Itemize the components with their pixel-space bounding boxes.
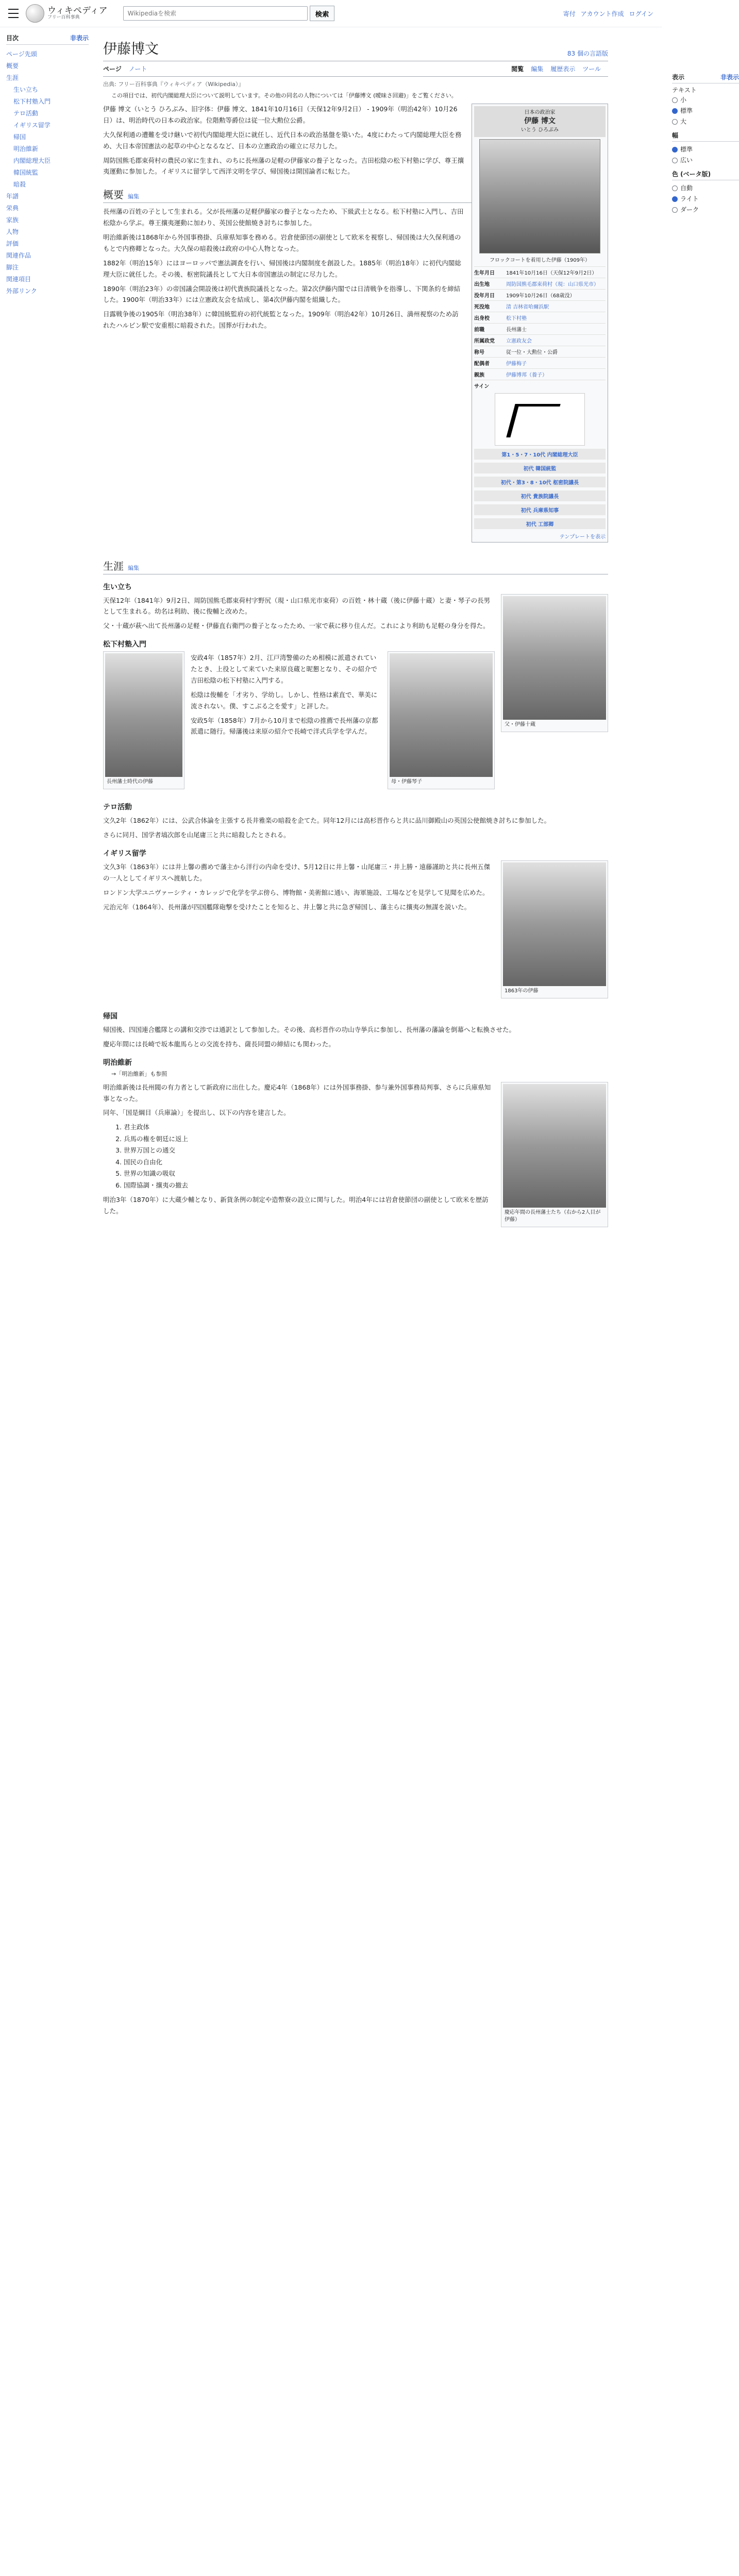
- text-size-option[interactable]: [672, 105, 739, 116]
- text-size-label: テキスト: [672, 87, 697, 94]
- paragraph: 同年、「国是綱目（兵庫論）」を提出し、以下の内容を建言した。: [103, 1109, 290, 1117]
- toc-item[interactable]: 韓国統監: [13, 169, 39, 176]
- paragraph: 父・十蔵が萩へ出て長州藩の足軽・伊藤直右衛門の養子となったため、一家で萩に移り住んだ。これにより利助も足軽の身分を得た。: [103, 622, 490, 630]
- edit-link[interactable]: 編集: [128, 193, 139, 200]
- infobox-row: [474, 289, 606, 300]
- option-label: ダーク: [680, 206, 699, 213]
- list-item: 5. 世界の知識の吸収: [124, 1168, 608, 1180]
- create-account-link[interactable]: アカウント作成: [580, 10, 624, 18]
- login-link[interactable]: ログイン: [629, 10, 653, 18]
- see-also-note: →「明治維新」も参照: [111, 1070, 167, 1077]
- option-label: 大: [680, 118, 687, 125]
- thumbnail[interactable]: [103, 651, 184, 789]
- thumbnail[interactable]: [501, 860, 608, 998]
- globe-icon: [26, 4, 44, 23]
- infobox-value: 長州藩士: [506, 327, 527, 333]
- thumb-caption: 慶応年間の長州藩士たち（右から2人目が伊藤）: [505, 1209, 601, 1223]
- toc-item[interactable]: 明治維新: [13, 145, 39, 152]
- toc-item[interactable]: 外部リンク: [6, 287, 37, 295]
- radio-icon: [672, 158, 678, 163]
- hatnote: この項目では、初代内閣総理大臣について説明しています。その他の同名の人物については「伊藤博文 (曖昧さ回避)」をご覧ください。: [111, 92, 457, 99]
- infobox-key: 没年月日: [474, 293, 495, 299]
- logo-title: ウィキペディア: [47, 5, 108, 16]
- text-size-option[interactable]: [672, 116, 739, 127]
- list-item: 1. 君主政体: [124, 1122, 608, 1133]
- portrait-caption: フロックコートを着用した伊藤（1909年）: [489, 257, 591, 263]
- toc-sidebar: [0, 27, 95, 1232]
- thumb-caption: 母・伊藤琴子: [391, 779, 422, 785]
- infobox-value[interactable]: 周防国熊毛郡束荷村（現：山口県光市）: [506, 281, 599, 287]
- infobox-key: 所属政党: [474, 338, 495, 344]
- radio-selected-icon: [672, 196, 678, 202]
- infobox-row: [474, 357, 606, 368]
- main-content: [95, 27, 739, 1232]
- page-tabs: [103, 64, 608, 77]
- toc-item[interactable]: 家族: [6, 216, 19, 224]
- panel-hide-button[interactable]: 非表示: [720, 74, 739, 81]
- paragraph: 1882年（明治15年）にはヨーロッパで憲法調査を行い、帰国後は内閣制度を創設した。1885年（明治18年）に初代内閣総理大臣に就任した。その後、枢密院議長として大日本帝国憲法の制定に尽力した。: [103, 259, 461, 278]
- tab-history[interactable]: 履歴表示: [550, 65, 576, 73]
- panel-title: 表示: [672, 74, 685, 81]
- toc-item[interactable]: 関連作品: [6, 252, 31, 259]
- toc-item[interactable]: 人物: [6, 228, 19, 235]
- width-option[interactable]: [672, 155, 739, 165]
- option-label: 標準: [680, 107, 693, 114]
- color-option[interactable]: [672, 182, 739, 193]
- infobox-key: 前職: [474, 327, 484, 333]
- radio-icon: [672, 207, 678, 213]
- infobox-row: [474, 323, 606, 334]
- paragraph: 安政4年（1857年）2月、江戸湾警備のため相模に派遣されていたとき、上役として来ていた来原良蔵と昵懇となり、その紹介で吉田松陰の松下村塾に入門する。: [191, 654, 378, 684]
- infobox-value[interactable]: 松下村塾: [506, 315, 527, 321]
- toc-item[interactable]: 年譜: [6, 193, 19, 200]
- subsection-heading: 生い立ち: [103, 583, 132, 591]
- toc-hide-button[interactable]: 非表示: [70, 35, 89, 42]
- infobox-row: [474, 368, 606, 380]
- radio-icon: [672, 97, 678, 103]
- section-title: 生涯: [103, 560, 124, 572]
- group-photo: [503, 1084, 606, 1208]
- template-link[interactable]: テンプレートを表示: [559, 534, 606, 540]
- donate-link[interactable]: 寄付: [563, 10, 576, 18]
- paragraph: さらに同月、国学者塙次郎を山尾庸三と共に暗殺したとされる。: [103, 831, 290, 839]
- thumbnail[interactable]: [501, 1082, 608, 1227]
- toc-item[interactable]: 暗殺: [13, 181, 26, 188]
- width-option[interactable]: [672, 144, 739, 155]
- search-input[interactable]: [123, 6, 308, 21]
- infobox-row: [474, 346, 606, 357]
- paragraph: 明治維新後は1868年から外国事務掛、兵庫県知事を務める。岩倉使節団の副使として欧米を視察し、帰国後は大久保利通のもとで内務卿となった。大久保の暗殺後は政府の中心人物となった。: [103, 233, 461, 252]
- paragraph: 文久2年（1862年）には、公武合体論を主張する長井雅楽の暗殺を企てた。同年12月には高杉晋作らと共に品川御殿山の英国公使館焼き討ちに参加した。: [103, 817, 551, 825]
- infobox-key: 出生地: [474, 281, 490, 287]
- intro-paragraph: 大久保利通の遭難を受け継いで初代内閣総理大臣に就任し、近代日本の政治基盤を築いた。4度にわたって内閣総理大臣を務め、大日本帝国憲法の起草の中心となるなど、日本の立憲政治の確立に尽力した。: [103, 130, 462, 150]
- paragraph: 慶応年間には長崎で坂本龍馬らとの交流を持ち、薩長同盟の締結にも関わった。: [103, 1040, 335, 1048]
- section-title: 概要: [103, 189, 124, 201]
- site-header: [0, 0, 662, 27]
- paragraph: 天保12年（1841年）9月2日、周防国熊毛郡束荷村字野尻（現・山口県光市束荷）の百姓・林十蔵（後に伊藤十蔵）と妻・琴子の長男として生まれる。幼名は利助、後に俊輔と改めた。: [103, 596, 491, 616]
- menu-icon[interactable]: [8, 9, 19, 18]
- radio-selected-icon: [672, 147, 678, 152]
- thumbnail[interactable]: [388, 651, 495, 789]
- subsection-heading: 松下村塾入門: [103, 640, 146, 649]
- text-size-option[interactable]: [672, 94, 739, 105]
- toc-item[interactable]: イギリス留学: [13, 122, 51, 129]
- signature-image: [495, 393, 585, 446]
- thumb-caption: 長州藩士時代の伊藤: [107, 779, 153, 785]
- option-label: 広い: [680, 157, 693, 164]
- infobox-row: [474, 312, 606, 323]
- list-item: 6. 国際協調・攘夷の撤去: [124, 1180, 608, 1192]
- search-button[interactable]: 検索: [310, 6, 335, 21]
- infobox-key: 称号: [474, 349, 484, 355]
- toc-item[interactable]: 帰国: [13, 133, 26, 141]
- language-button[interactable]: 83 個の言語版: [567, 50, 608, 57]
- infobox-value[interactable]: 伊藤博邦（養子）: [506, 372, 547, 378]
- infobox-key: 親族: [474, 372, 484, 378]
- office-heading[interactable]: 初代 兵庫県知事: [474, 504, 606, 515]
- infobox-value: 1841年10月16日（天保12年9月2日）: [506, 270, 597, 276]
- site-logo[interactable]: [26, 4, 108, 23]
- infobox-kana: いとう ひろぶみ: [520, 127, 559, 133]
- toc-item[interactable]: 栄典: [6, 205, 19, 212]
- intro-paragraph: 伊藤 博文（いとう ひろぶみ、旧字体：伊藤 博文、1841年10月16日（天保12年9月2日） - 1909年（明治42年）10月26日）は、明治時代の日本の政治家。位階勲等爵位は従一位大勲位公爵。: [103, 105, 458, 124]
- list-item: 2. 兵馬の権を朝廷に返上: [124, 1133, 608, 1145]
- paragraph: 安政5年（1858年）7月から10月まで松陰の推薦で長州藩の京都派遣に随行。帰藩後は来原の紹介で長崎で洋式兵学を学んだ。: [191, 716, 378, 736]
- toc-title: 目次: [6, 35, 19, 42]
- toc-item[interactable]: テロ活動: [13, 110, 39, 117]
- paragraph: 文久3年（1863年）には井上馨の薦めで藩主から洋行の内命を受け、5月12日に井上馨・山尾庸三・井上勝・遠藤謹助と共に長州五傑の一人としてイギリスへ渡航した。: [103, 862, 491, 882]
- paragraph: 長州藩の百姓の子として生まれる。父が長州藩の足軽伊藤家の養子となったため、下級武士となる。松下村塾に入門し、吉田松陰から学ぶ。尊王攘夷運動に加わり、英国公使館焼き討ちに参加した。: [103, 208, 464, 227]
- color-label: 色 (ベータ版): [672, 170, 739, 180]
- tab-read[interactable]: 閲覧: [511, 65, 524, 73]
- office-heading[interactable]: 第1・5・7・10代 内閣総理大臣: [474, 449, 606, 460]
- list-item: 3. 世界万国との通交: [124, 1145, 608, 1157]
- infobox-row: [474, 278, 606, 289]
- option-label: ライト: [680, 195, 699, 202]
- toc-item[interactable]: 関連項目: [6, 276, 31, 283]
- infobox-value[interactable]: 立憲政友会: [506, 338, 532, 344]
- thumbnail[interactable]: [501, 594, 608, 732]
- infobox-value: 従一位・大勲位・公爵: [506, 349, 558, 355]
- infobox-name: 伊藤 博文: [524, 117, 556, 125]
- infobox-key: 死没地: [474, 304, 490, 310]
- infobox: [472, 104, 608, 543]
- paragraph: 日露戦争後の1905年（明治38年）に韓国統監府の初代統監となった。1909年（明治42年）10月26日、満州視察のため訪れたハルビン駅で安重根に暗殺された。国葬が行われた。: [103, 310, 459, 330]
- office-heading[interactable]: 初代 韓国統監: [474, 463, 606, 473]
- subsection-heading: イギリス留学: [103, 849, 146, 858]
- color-option[interactable]: [672, 193, 739, 204]
- signature-label: サイン: [474, 383, 490, 389]
- toc-item[interactable]: 生い立ち: [13, 86, 39, 93]
- subsection-heading: 明治維新: [103, 1058, 132, 1067]
- paragraph: 帰国後、四国連合艦隊との講和交渉では通訳として参加した。その後、高杉晋作の功山寺挙兵に参加し、長州藩の藩論を倒幕へと転換させた。: [103, 1025, 516, 1033]
- intro-paragraph: 周防国熊毛郡束荷村の農民の家に生まれ、のちに長州藩の足軽の伊藤家の養子となった。吉田松陰の松下村塾に学び、尊王攘夷運動に参加した。イギリスに留学して西洋文明を学び、帰国後は開国論者に転じた。: [103, 156, 464, 176]
- section-heading: [103, 558, 608, 574]
- infobox-row: [474, 380, 606, 391]
- infobox-value[interactable]: 清 吉林省哈爾浜駅: [506, 304, 549, 310]
- infobox-title: [474, 106, 606, 137]
- toc-item[interactable]: 脚注: [6, 264, 19, 271]
- paragraph: 1890年（明治23年）の帝国議会開設後は初代貴族院議長となった。第2次伊藤内閣では日清戦争を指導し、下関条約を締結した。1900年（明治33年）には立憲政友会を結成し、第4次伊藤内閣を組織した。: [103, 284, 461, 304]
- option-label: 小: [680, 96, 687, 104]
- toc-item[interactable]: 内閣総理大臣: [13, 157, 51, 164]
- infobox-row: [474, 300, 606, 312]
- paragraph: ロンドン大学ユニヴァーシティ・カレッジで化学を学ぶ傍ら、博物館・美術館に通い、海軍施設、工場などを見学して見聞を広めた。: [103, 888, 489, 896]
- radio-selected-icon: [672, 108, 678, 114]
- toc-item[interactable]: ページ先頭: [6, 50, 37, 58]
- infobox-value: 1909年10月26日（68歳没）: [506, 293, 575, 299]
- tab-edit[interactable]: 編集: [531, 65, 544, 73]
- page-source: 出典: フリー百科事典『ウィキペディア（Wikipedia）』: [103, 81, 244, 88]
- infobox-row: [474, 334, 606, 346]
- paragraph: 松陰は俊輔を「才劣り、学幼し。しかし、性格は素直で、華美に流されない。僕、すこぶる之を愛す」と評した。: [191, 690, 378, 710]
- paragraph: 明治維新後は長州閥の有力者として新政府に出仕した。慶応4年（1868年）には外国事務掛、参与兼外国事務局判事、さらに兵庫県知事となった。: [103, 1083, 491, 1103]
- paragraph: 明治3年（1870年）に大蔵少輔となり、新貨条例の制定や造幣寮の設立に関与した。明治4年には岩倉使節団の副使として欧米を歴訪した。: [103, 1196, 489, 1215]
- color-option[interactable]: [672, 204, 739, 215]
- radio-icon: [672, 119, 678, 125]
- samurai-photo: [105, 653, 182, 777]
- office-heading[interactable]: 初代 工部卿: [474, 518, 606, 529]
- infobox-key: 出身校: [474, 315, 490, 321]
- option-label: 標準: [680, 146, 693, 153]
- infobox-row: [474, 266, 606, 278]
- infobox-key: 配偶者: [474, 361, 490, 367]
- toc-item[interactable]: 評価: [6, 240, 19, 247]
- toc-item[interactable]: 松下村塾入門: [13, 98, 51, 105]
- tab-page[interactable]: ページ: [103, 65, 122, 73]
- subsection-heading: 帰国: [103, 1012, 117, 1021]
- tab-tools[interactable]: ツール: [582, 65, 601, 73]
- page-title: 伊藤博文: [103, 41, 159, 57]
- office-heading[interactable]: 初代・第3・8・10代 枢密院議長: [474, 477, 606, 487]
- search-form: [123, 6, 335, 21]
- subsection-heading: テロ活動: [103, 803, 132, 812]
- user-nav: [563, 9, 653, 18]
- list-item: 4. 国民の自由化: [124, 1157, 608, 1168]
- mother-photo: [390, 653, 493, 777]
- radio-icon: [672, 185, 678, 191]
- infobox-type: 日本の政治家: [524, 110, 556, 115]
- logo-subtitle: フリー百科事典: [47, 15, 80, 21]
- edit-link[interactable]: 編集: [128, 564, 139, 571]
- option-label: 自動: [680, 184, 693, 192]
- tab-talk[interactable]: ノート: [128, 65, 147, 73]
- father-photo: [503, 596, 606, 720]
- ito-1863-photo: [503, 862, 606, 986]
- portrait-image[interactable]: [479, 139, 600, 253]
- thumb-caption: 父・伊藤十蔵: [505, 721, 535, 727]
- page-title-bar: [103, 38, 608, 61]
- infobox-key: 生年月日: [474, 270, 495, 276]
- infobox-value[interactable]: 伊藤梅子: [506, 361, 527, 367]
- width-label: 幅: [672, 131, 739, 142]
- toc-item[interactable]: 概要: [6, 62, 19, 70]
- appearance-panel: [672, 69, 739, 215]
- paragraph: 元治元年（1864年）、長州藩が四国艦隊砲撃を受けたことを知ると、井上馨と共に急ぎ帰国し、藩主らに攘夷の無謀を説いた。: [103, 903, 471, 911]
- office-heading[interactable]: 初代 貴族院議長: [474, 490, 606, 501]
- thumb-caption: 1863年の伊藤: [505, 988, 539, 994]
- toc-item[interactable]: 生涯: [6, 74, 19, 81]
